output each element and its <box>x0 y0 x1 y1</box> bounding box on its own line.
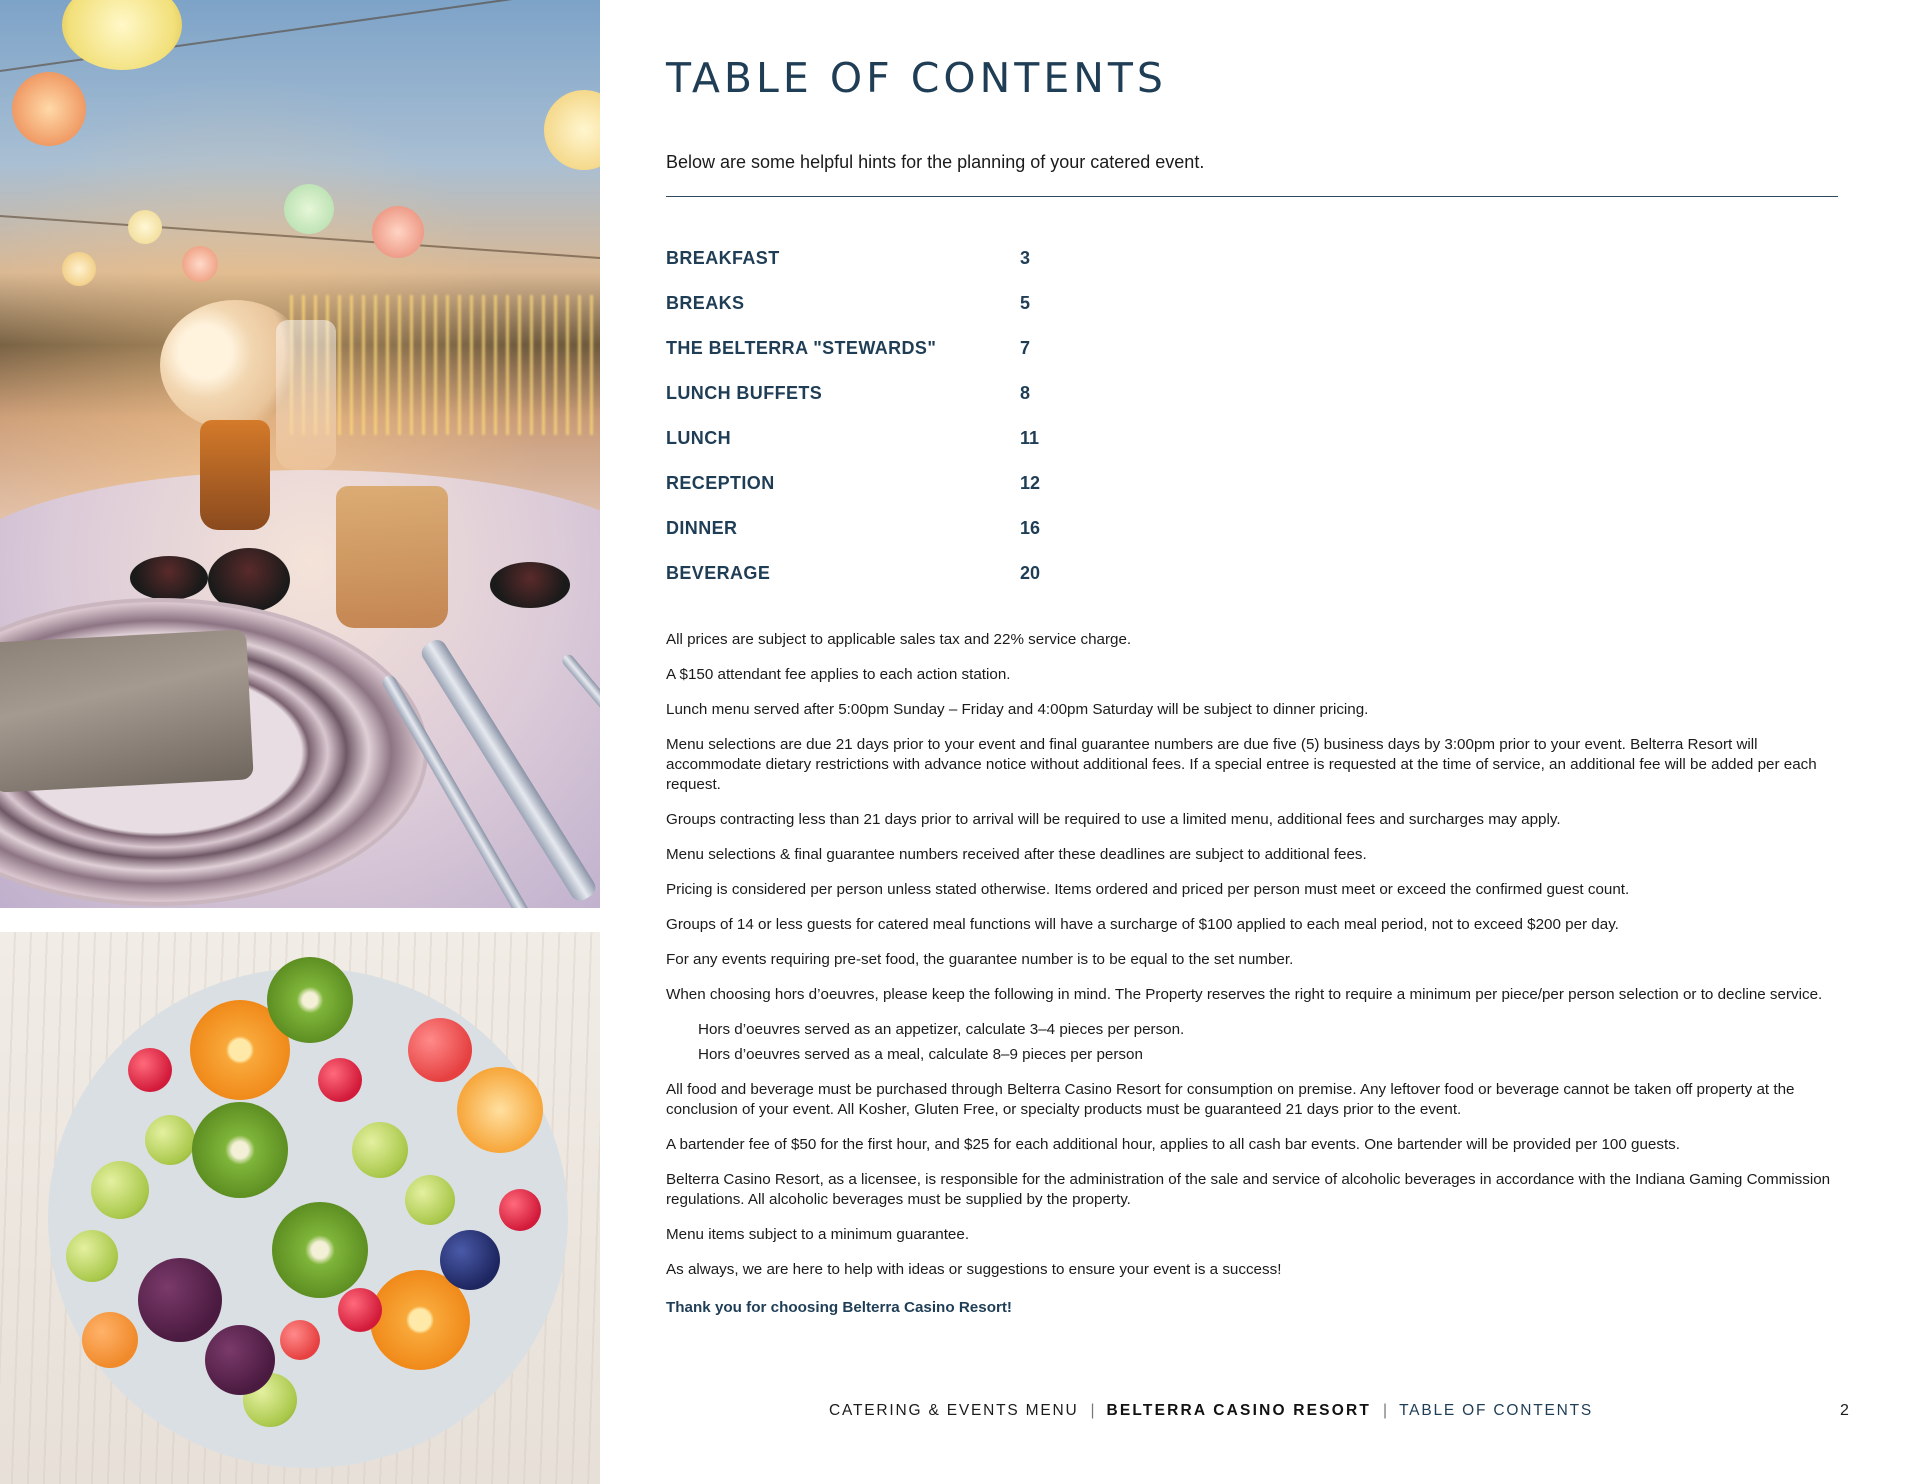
toc-list <box>666 236 1266 596</box>
napkin <box>0 629 254 792</box>
list-item: Hors d’oeuvres served as an appetizer, calculate 3–4 pieces per person. <box>698 1021 1185 1038</box>
raspberry <box>338 1288 382 1332</box>
event-table-photo <box>0 0 600 908</box>
policy-notes <box>666 630 1838 1318</box>
toc-label: LUNCH BUFFETS <box>666 383 823 403</box>
toc-page-number: 12 <box>1020 473 1041 493</box>
raspberry <box>499 1189 541 1231</box>
kiwi-slice <box>272 1202 368 1298</box>
note-attendant-fee: A $150 attendant fee applies to each action station. <box>666 666 1011 683</box>
bowl <box>490 562 570 608</box>
note-minimum-guarantee: Menu items subject to a minimum guarantee. <box>666 1226 970 1243</box>
thank-you-text: Thank you for choosing Belterra Casino Resort! <box>666 1299 1012 1316</box>
page-footer <box>829 1402 1593 1420</box>
toc-label: BEVERAGE <box>666 563 771 583</box>
footer-section-name: TABLE OF CONTENTS <box>1399 1402 1594 1419</box>
toc-entry-lunch[interactable] <box>666 416 1266 461</box>
lantern <box>544 90 600 170</box>
wine-glass <box>276 320 336 470</box>
apricot <box>82 1312 138 1368</box>
strawberry <box>408 1018 472 1082</box>
bowl <box>130 556 208 600</box>
grape <box>405 1175 455 1225</box>
note-late-contracting: Groups contracting less than 21 days prior to arrival will be required to use a limited menu, additional fees and surcharges may apply. <box>666 811 1561 828</box>
note-food-purchase: All food and beverage must be purchased through Belterra Casino Resort for consumption on premise. Any leftover food or beverage cannot be taken off property at the conclusion of your event. All Kosher, Gluten Free, or specialty products must be guaranteed 21 days prior to the event. <box>666 1081 1795 1118</box>
note-pre-set-food: For any events requiring pre-set food, the guarantee number is to be equal to the set number. <box>666 951 1294 968</box>
toc-page-number: 20 <box>1020 563 1041 583</box>
toc-label: BREAKS <box>666 293 745 313</box>
note-alcohol-licensee: Belterra Casino Resort, as a licensee, is responsible for the administration of the sale and service of alcoholic beverages in accordance with the Indiana Gaming Commission regulations. All alcoholic beverages must be supplied by the property. <box>666 1171 1831 1208</box>
lantern <box>12 72 86 146</box>
hors-doeuvres-list <box>698 1020 1838 1065</box>
kiwi-slice <box>192 1102 288 1198</box>
toc-page-number: 16 <box>1020 518 1041 538</box>
footer-separator: | <box>1383 1402 1388 1419</box>
toc-entry-breaks[interactable] <box>666 281 1266 326</box>
toc-label: DINNER <box>666 518 738 538</box>
list-item: Hors d’oeuvres served as a meal, calculate 8–9 pieces per person <box>698 1046 1143 1063</box>
toc-page-number: 11 <box>1020 428 1040 448</box>
toc-label: LUNCH <box>666 428 731 448</box>
note-per-person-pricing: Pricing is considered per person unless stated otherwise. Items ordered and priced per person must meet or exceed the confirmed guest count. <box>666 881 1630 898</box>
toc-page-number: 3 <box>1020 248 1031 268</box>
note-bartender-fee: A bartender fee of $50 for the first hour, and $25 for each additional hour, applies to all cash bar events. One bartender will be provided per 100 guests. <box>666 1136 1680 1153</box>
toc-entry-dinner[interactable] <box>666 506 1266 551</box>
footer-menu-title: CATERING & EVENTS MENU <box>829 1402 1079 1419</box>
fairy-lights <box>290 295 600 435</box>
toc-entry-breakfast[interactable] <box>666 236 1266 281</box>
note-deadlines: Menu selections are due 21 days prior to your event and final guarantee numbers are due five (5) business days by 3:00pm prior to your event. Belterra Resort will accommodate dietary restrictions with advance notice without additional fees. If a special entree is requested at the time of service, an additional fee will be added per each request. <box>666 736 1817 793</box>
toc-label: THE BELTERRA "STEWARDS" <box>666 338 937 358</box>
orange-slice <box>457 1067 543 1153</box>
raspberry <box>318 1058 362 1102</box>
amber-glass <box>336 486 448 628</box>
toc-label: BREAKFAST <box>666 248 780 268</box>
candle-holder <box>200 420 270 530</box>
toc-entry-lunch-buffets[interactable] <box>666 371 1266 416</box>
content-column <box>666 0 1838 1484</box>
plum <box>138 1258 222 1342</box>
note-sales-tax: All prices are subject to applicable sales tax and 22% service charge. <box>666 631 1132 648</box>
toc-page-number: 7 <box>1020 338 1031 358</box>
lantern <box>62 252 96 286</box>
note-small-group-surcharge: Groups of 14 or less guests for catered meal functions will have a surcharge of $100 applied to each meal period, not to exceed $200 per day. <box>666 916 1619 933</box>
kiwi-slice <box>267 957 353 1043</box>
footer-resort-name: BELTERRA CASINO RESORT <box>1106 1402 1372 1419</box>
toc-page-number: 8 <box>1020 383 1031 403</box>
raspberry <box>128 1048 172 1092</box>
page-title: TABLE OF CONTENTS <box>666 54 1167 102</box>
grape <box>66 1230 118 1282</box>
toc-entry-stewards[interactable] <box>666 326 1266 371</box>
lantern <box>128 210 162 244</box>
plum <box>205 1325 275 1395</box>
toc-page-number: 5 <box>1020 293 1031 313</box>
strawberry <box>280 1320 320 1360</box>
note-help: As always, we are here to help with ideas or suggestions to ensure your event is a success! <box>666 1261 1282 1278</box>
grape <box>145 1115 195 1165</box>
toc-label: RECEPTION <box>666 473 775 493</box>
note-hors-doeuvres: When choosing hors d’oeuvres, please keep the following in mind. The Property reserves the right to require a minimum per piece/per person selection or to decline service. <box>666 986 1823 1003</box>
grape <box>91 1161 149 1219</box>
lantern <box>284 184 334 234</box>
divider <box>666 196 1838 197</box>
page-number: 2 <box>1840 1402 1849 1419</box>
intro-text: Below are some helpful hints for the planning of your catered event. <box>666 152 1205 172</box>
blueberries <box>440 1230 500 1290</box>
footer-separator: | <box>1090 1402 1095 1419</box>
grape <box>352 1122 408 1178</box>
toc-entry-beverage[interactable] <box>666 551 1266 596</box>
lantern <box>372 206 424 258</box>
toc-entry-reception[interactable] <box>666 461 1266 506</box>
note-lunch-pricing: Lunch menu served after 5:00pm Sunday – Friday and 4:00pm Saturday will be subject to dinner pricing. <box>666 701 1369 718</box>
lantern <box>182 246 218 282</box>
note-late-fees: Menu selections & final guarantee numbers received after these deadlines are subject to additional fees. <box>666 846 1367 863</box>
